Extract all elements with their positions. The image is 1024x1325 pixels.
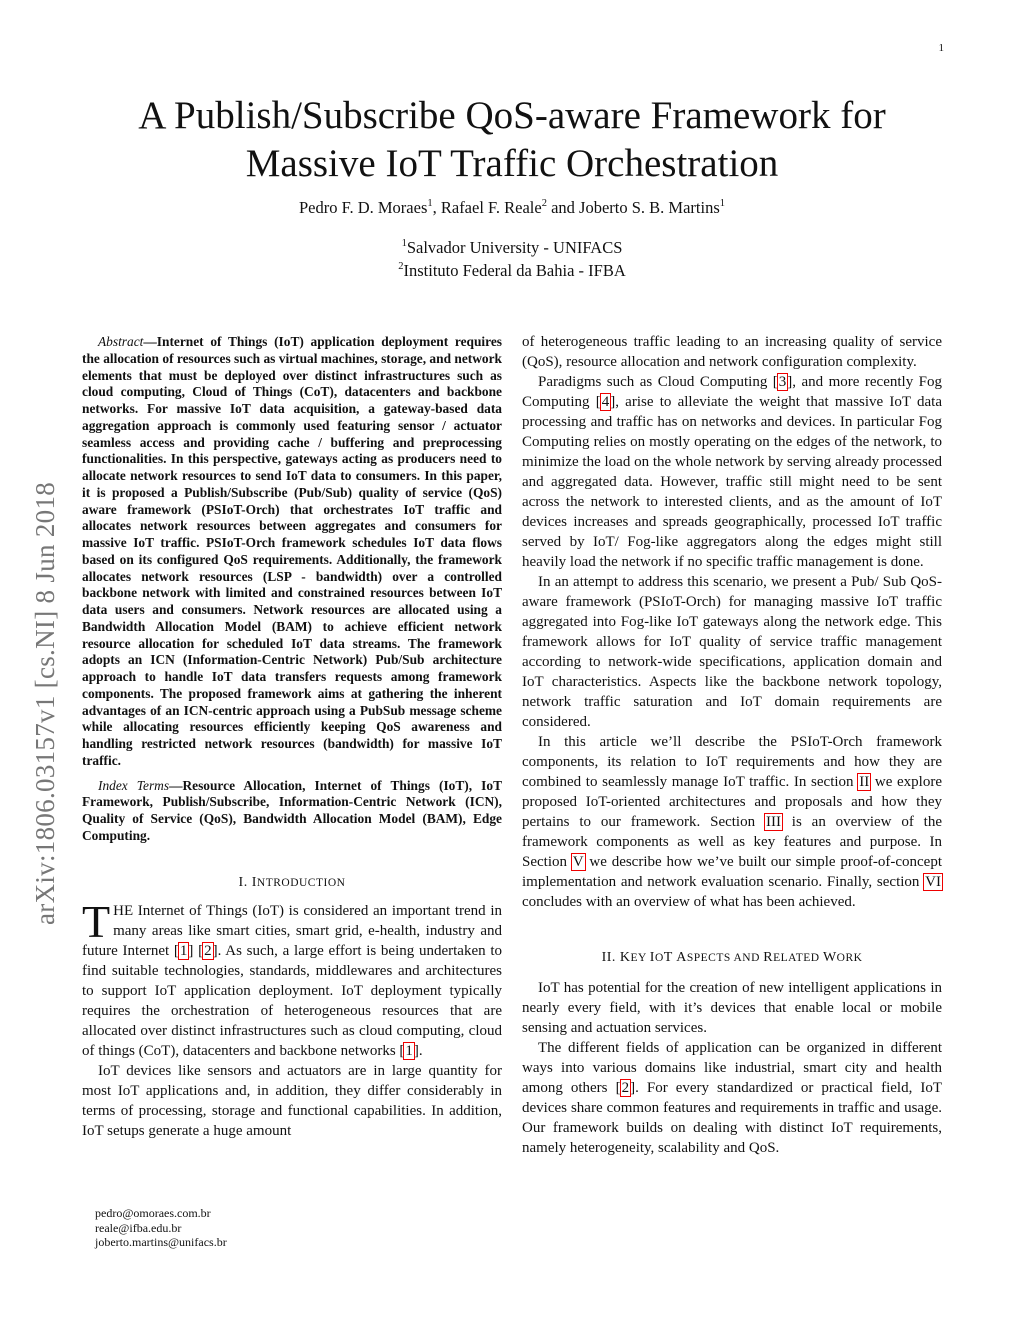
section-title-rest: NTRODUCTION	[256, 876, 346, 889]
paragraph	[522, 1038, 942, 1158]
paragraph	[82, 895, 503, 1061]
citation-link[interactable]: [1]	[173, 942, 194, 959]
author-name: Pedro F. D. Moraes	[298, 198, 428, 217]
affiliation-number: 1	[401, 238, 407, 249]
text-run: concludes with an overview of what has been achieved.	[522, 894, 856, 910]
section-title-initial: I	[251, 874, 257, 890]
section-title-rest: SPECTS AND	[686, 952, 764, 964]
author-separator: and	[546, 198, 580, 217]
citation-link[interactable]: [2]	[615, 1080, 636, 1096]
section-number: I.	[238, 874, 252, 890]
introduction-continued	[522, 332, 942, 912]
author-name: Rafael F. Reale	[440, 198, 542, 217]
paragraph	[522, 732, 942, 912]
text-run: In an attempt to address this scenario, we present a Pub/ Sub QoS-aware framework (PSIoT-Orch) for managing massive IoT traffic aggregated into Fog-like IoT gateways along the network edge. This framework allows for IoT quality of service traffic management according to network-wide specifications, application domain and IoT characteristics. Aspects like the backbone network topology, network traffic saturation and IoT domain requirements are considered.	[522, 574, 942, 730]
section-title-rest: O	[654, 952, 664, 964]
text-run: we describe how we’ve built our simple proof-of-concept implementation and network evaluation scenario. Finally, section	[522, 854, 942, 890]
text-run: Paradigms such as Cloud Computing	[538, 374, 773, 390]
arxiv-stamp: arXiv:1806.03157v1 [cs.NI] 8 Jun 2018	[30, 481, 60, 925]
text-run: The different fields of application can be organized in different ways into various domains like industrial, smart city and health among others	[522, 1040, 942, 1096]
text-run: is an overview of the framework components as well as key features and purpose. In Section	[522, 814, 942, 870]
author-list	[0, 198, 1024, 218]
paragraph	[522, 372, 942, 572]
section-title-rest: ORK	[836, 952, 863, 964]
section-title-initial: A	[676, 950, 687, 965]
citation-link[interactable]: [3]	[772, 374, 793, 390]
section-link[interactable]: II	[859, 774, 870, 790]
section-link[interactable]: V	[572, 854, 584, 870]
section-heading-key-iot-aspects	[522, 950, 942, 966]
paragraph	[522, 332, 942, 372]
index-terms	[82, 778, 502, 845]
text-run: of heterogeneous traffic leading to an increasing quality of service (QoS), resource allocation and network configuration complexity.	[522, 334, 942, 370]
citation-link[interactable]: [4]	[595, 394, 616, 410]
abstract-text: —Internet of Things (IoT) application deployment requires the allocation of resources such as virtual machines, storage, and network elements that must be deployed over distinct infrastructures such as cloud computing, Cloud of Things (CoT), datacenters and backbone networks. For massive IoT data acquisition, a gateway-based data aggregation approach is commonly used featuring sensor / actuator seamless access and providing cache / buffering and preprocessing functionalities. In this perspective, gateways acting as producers need to allocate network resources to send IoT data to consumers. In this paper, it is proposed a Publish/Subscribe (Pub/Sub) quality of service (QoS) aware framework (PSIoT-Orch) that orchestrates IoT traffic and allocates network resources between aggregates and consumers for massive IoT traffic. PSIoT-Orch framework schedules IoT data flows based on its configured QoS requirements. Additionally, the framework allocates network resources (LSP - bandwidth) over a controlled backbone network with limited and constrained resources between IoT data users and consumers. Network resources are allocated using a Bandwidth Allocation Model (BAM) to achieve efficient network resource allocation for scheduled IoT data streams. The framework adopts an ICN (Information-Centric Network) Pub/Sub architecture approach to handle IoT data transfers requests among framework components. The proposed framework aims at gathering the inherent advantages of an ICN-centric approach using a PubSub message scheme while allocating resources efficiently keeping QoS awareness and handling restricted network resources (bandwidth) for massive IoT traffic.	[82, 334, 502, 768]
section-link[interactable]: VI	[925, 874, 941, 890]
affiliation	[0, 259, 1024, 282]
page-number: 1	[938, 42, 944, 54]
citation-number[interactable]: 4	[601, 394, 610, 410]
section-heading-introduction	[82, 875, 502, 891]
affiliation-name: Salvador University - UNIFACS	[406, 238, 623, 257]
title-line-2: Massive IoT Traffic Orchestration	[245, 142, 779, 185]
author-affiliation-mark: 1	[427, 198, 433, 209]
left-column	[82, 334, 502, 1141]
abstract	[82, 334, 502, 770]
index-terms-label: Index Terms	[98, 777, 170, 793]
section-number: II.	[601, 950, 620, 965]
citation-link[interactable]: [2]	[198, 942, 218, 959]
paragraph	[522, 978, 942, 1038]
section-title-initial: T	[663, 950, 673, 965]
introduction-body	[82, 895, 503, 1141]
author-separator: ,	[432, 198, 441, 217]
author-affiliation-mark: 1	[719, 198, 726, 209]
affiliation-name: Instituto Federal da Bahia - IFBA	[403, 261, 626, 280]
section-title-initial: R	[763, 950, 774, 965]
drop-cap: T	[82, 895, 111, 947]
text-run: HE Internet of Things (IoT) is considered an important trend in many areas like smart cities, smart grid, e-health, industry and future Internet	[82, 902, 502, 959]
right-column	[522, 332, 942, 1158]
paragraph	[82, 1061, 502, 1141]
affiliation	[0, 236, 1024, 259]
section-link[interactable]: III	[765, 814, 781, 830]
citation-link[interactable]: [1]	[399, 1042, 419, 1059]
text-run: , and more recently Fog Computing	[522, 374, 943, 410]
affiliation-number: 2	[398, 261, 404, 272]
citation-number[interactable]: 2	[204, 942, 212, 959]
citation-number[interactable]: 1	[179, 942, 188, 959]
title-line-1: A Publish/Subscribe QoS-aware Framework for	[138, 94, 886, 137]
index-terms-text: —Resource Allocation, Internet of Things (IoT), IoT Framework, Publish/Subscribe, Information-Centric Network (ICN), Quality of Service (QoS), Bandwidth Allocation Model (BAM), Edge Computing.	[82, 777, 502, 843]
text-run: . For every standardized or practical field, IoT devices share common features and requirements in traffic and usage. Our framework builds on dealing with distinct IoT requirements, namely heterogeneity, scalability and QoS.	[522, 1080, 943, 1156]
section-title-initial: K	[619, 950, 631, 965]
affiliations	[0, 236, 1024, 282]
text-run: , arise to alleviate the weight that massive IoT data processing and traffic has on networks and devices. In particular Fog Computing relies on mostly operating on the edges of the network, to minimize the load on the whole network by serving already processed and aggregated data. However, traffic still might need to be sent across the network to interested clients, and as the amount of IoT devices increases and spreads geographically, processed IoT traffic served by IoT/ Fog-like aggregators along the edges might still heavily load the network if no specific traffic management is done.	[522, 394, 942, 570]
text-run: IoT devices like sensors and actuators are in large quantity for most IoT applications and, in addition, they differ considerably in terms of processing, storage and functional capabilities. In addition, IoT setups generate a huge amount	[82, 1062, 502, 1139]
email: pedro@omoraes.com.br	[95, 1206, 211, 1220]
author-affiliation-mark: 2	[541, 198, 547, 209]
text-run: In this article we’ll describe the PSIoT-Orch framework components, its relation to IoT requirements and how they are combined to seamlessly manage IoT traffic. In section	[522, 734, 942, 790]
section-title-initial: I	[649, 950, 655, 965]
section-title-initial: W	[822, 950, 837, 965]
abstract-label: Abstract	[98, 334, 144, 349]
section-title-rest: ELATED	[773, 952, 823, 964]
email: joberto.martins@unifacs.br	[95, 1235, 227, 1250]
citation-number[interactable]: 1	[405, 1042, 413, 1059]
section-title-rest: EY	[630, 952, 650, 964]
email: reale@ifba.edu.br	[95, 1220, 182, 1235]
text-run: . As such, a large effort is being undertaken to find suitable technologies, standards, middlewares and architectures to support IoT application deployment. IoT deployment typically requires the orchestration of heterogeneous resources that are allocated over distinct infrastructures such as cloud computing, cloud of things (CoT), datacenters and backbone networks	[82, 942, 503, 1059]
citation-number[interactable]: 3	[778, 374, 787, 390]
text-run: .	[418, 1042, 423, 1059]
footnote-emails	[95, 1206, 227, 1250]
text-run: we explore proposed IoT-oriented architectures and proposals and how they pertains to our framework. Section	[522, 774, 943, 830]
citation-number[interactable]: 2	[621, 1080, 630, 1096]
paper-title	[0, 92, 1024, 188]
section-2-body	[522, 978, 942, 1158]
text-run: IoT has potential for the creation of new intelligent applications in nearly every field, with it’s devices that enable local or mobile sensing and actuation services.	[522, 980, 942, 1036]
author-name: Joberto S. B. Martins	[579, 198, 720, 217]
paragraph	[522, 572, 942, 732]
